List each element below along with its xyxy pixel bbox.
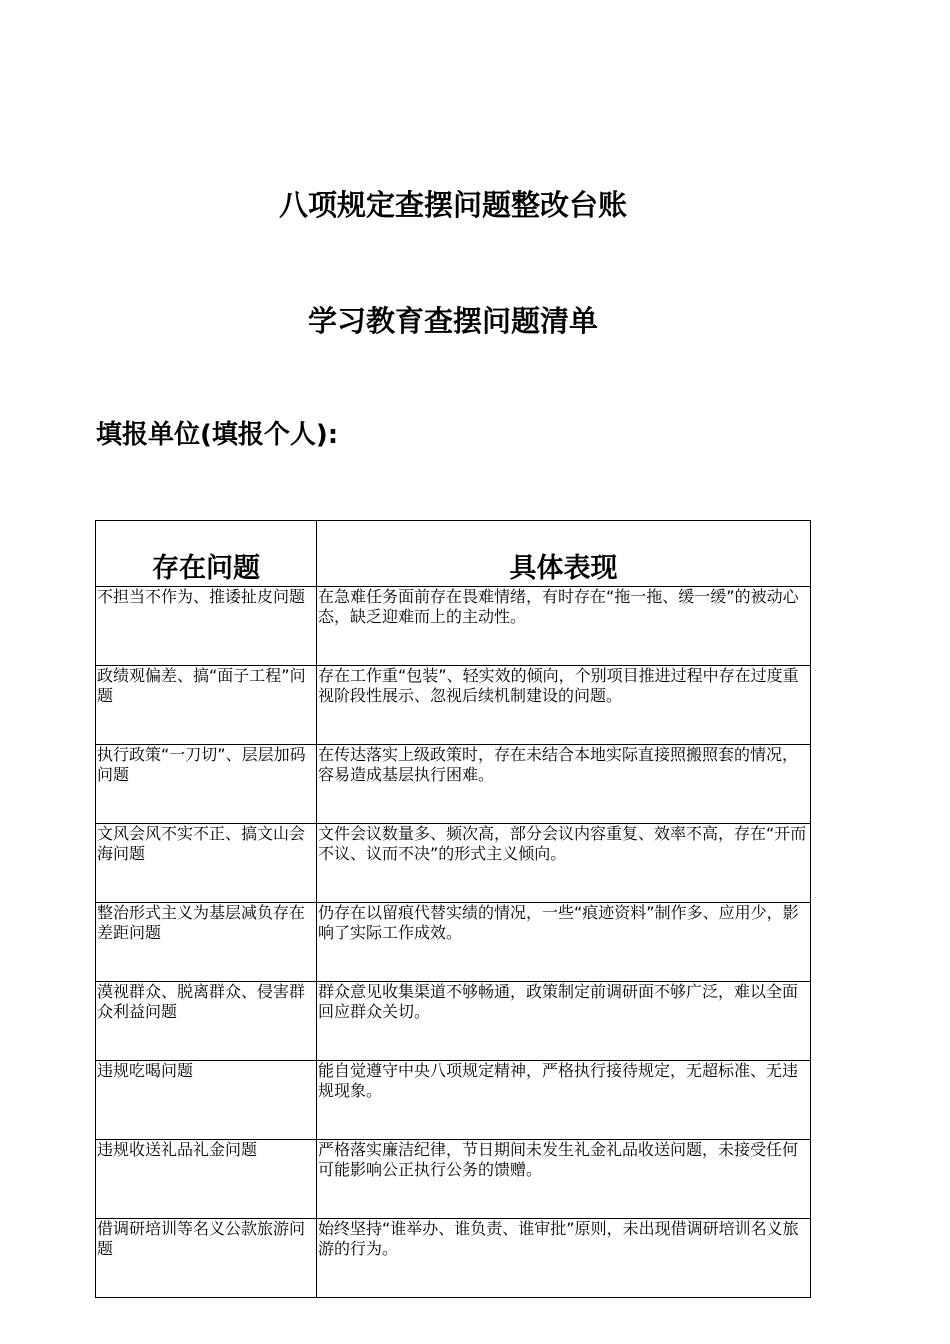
table-row	[96, 1061, 811, 1140]
document-subtitle: 学习教育查摆问题清单	[307, 304, 598, 338]
problem-cell: 借调研培训等名义公款旅游问题	[96, 1219, 317, 1298]
table-row	[96, 824, 811, 903]
table-row	[96, 1219, 811, 1298]
problem-cell: 文风会风不实不正、搞文山会海问题	[96, 824, 317, 903]
problem-ledger-table	[95, 520, 811, 1298]
table-row	[96, 1140, 811, 1219]
detail-cell: 仍存在以留痕代替实绩的情况，一些“痕迹资料”制作多、应用少，影响了实际工作成效。	[317, 903, 811, 982]
problem-cell: 违规吃喝问题	[96, 1061, 317, 1140]
detail-cell: 在传达落实上级政策时，存在未结合本地实际直接照搬照套的情况，容易造成基层执行困难。	[317, 745, 811, 824]
reporting-unit-label: 填报单位(填报个人):	[96, 420, 339, 450]
table-row	[96, 903, 811, 982]
detail-cell: 群众意见收集渠道不够畅通，政策制定前调研面不够广泛，难以全面回应群众关切。	[317, 982, 811, 1061]
detail-cell: 文件会议数量多、频次高，部分会议内容重复、效率不高，存在“开而不议、议而不决”的形式主义倾向。	[317, 824, 811, 903]
problem-cell: 不担当不作为、推诿扯皮问题	[96, 587, 317, 666]
problem-cell: 违规收送礼品礼金问题	[96, 1140, 317, 1219]
detail-cell: 能自觉遵守中央八项规定精神，严格执行接待规定，无超标准、无违规现象。	[317, 1061, 811, 1140]
table-row	[96, 982, 811, 1061]
detail-cell: 始终坚持“谁举办、谁负责、谁审批”原则，未出现借调研培训名义旅游的行为。	[317, 1219, 811, 1298]
detail-cell: 存在工作重“包装”、轻实效的倾向，个别项目推进过程中存在过度重视阶段性展示、忽视后续机制建设的问题。	[317, 666, 811, 745]
table-row	[96, 587, 811, 666]
table-row	[96, 745, 811, 824]
detail-cell: 严格落实廉洁纪律，节日期间未发生礼金礼品收送问题，未接受任何可能影响公正执行公务的馈赠。	[317, 1140, 811, 1219]
table-row	[96, 666, 811, 745]
document-title: 八项规定查摆问题整改台账	[278, 188, 627, 222]
table-header-row	[96, 521, 811, 587]
detail-cell: 在急难任务面前存在畏难情绪，有时存在“拖一拖、缓一缓”的被动心态，缺乏迎难而上的主动性。	[317, 587, 811, 666]
problem-cell: 整治形式主义为基层减负存在差距问题	[96, 903, 317, 982]
problem-cell: 政绩观偏差、搞“面子工程”问题	[96, 666, 317, 745]
header-detail: 具体表现	[317, 521, 811, 587]
header-problem: 存在问题	[96, 521, 317, 587]
problem-cell: 执行政策“一刀切”、层层加码问题	[96, 745, 317, 824]
problem-cell: 漠视群众、脱离群众、侵害群众利益问题	[96, 982, 317, 1061]
